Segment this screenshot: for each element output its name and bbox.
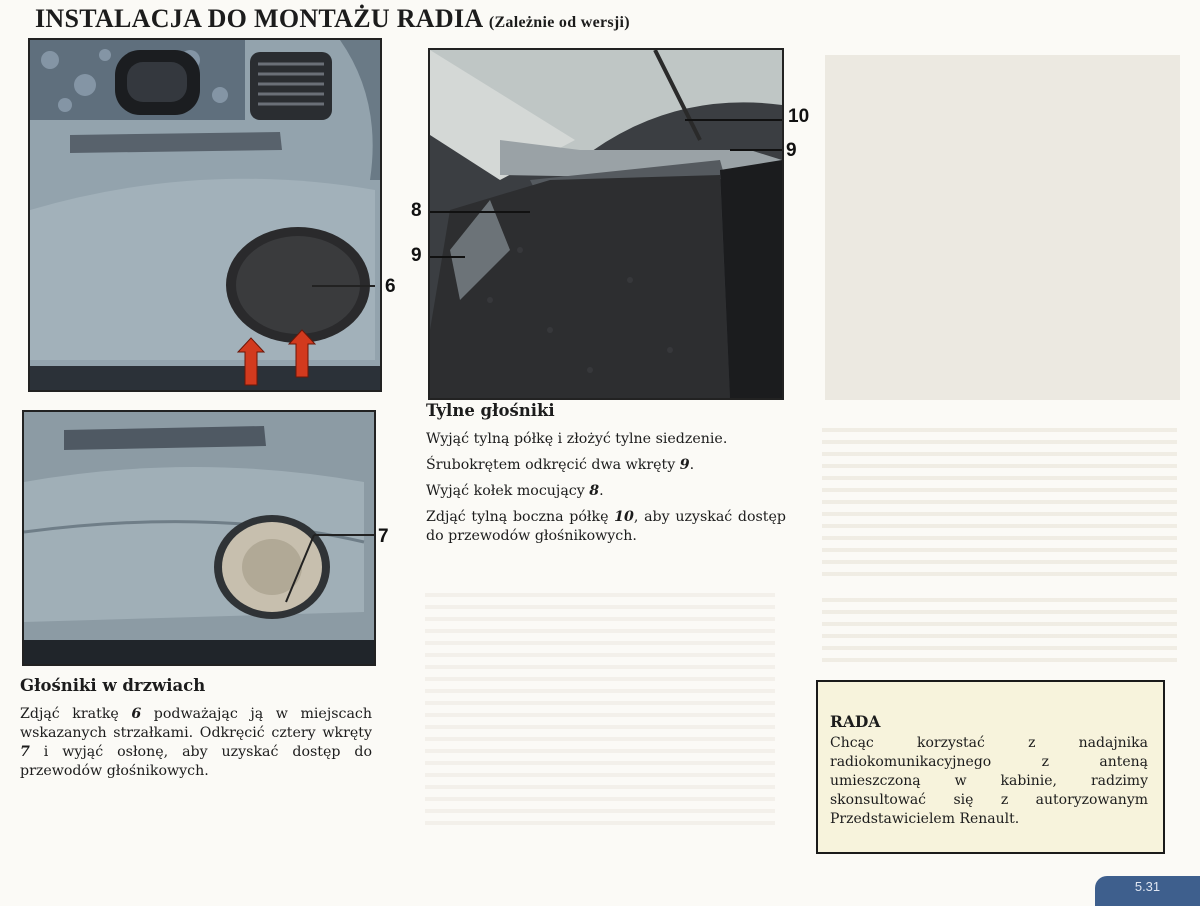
- door-ref-7: 7: [20, 744, 30, 760]
- door-speakers-section: [20, 676, 372, 781]
- rear-speakers-heading: Tylne głośniki: [426, 401, 555, 420]
- door-text-3: i wyjąć osłonę, aby uzyskać dostęp do przewodów głośnikowych.: [20, 744, 372, 779]
- door-text-1: Zdjąć kratkę: [20, 706, 132, 722]
- radio-note-content: [830, 712, 1148, 829]
- door-panel-illustration: [30, 40, 380, 390]
- rear-step-1: [426, 430, 786, 449]
- door-speakers-heading: Głośniki w drzwiach: [20, 676, 206, 695]
- page-title-sub: (Zależnie od wersji): [488, 14, 630, 31]
- bleed-through-photo: [825, 55, 1180, 400]
- radio-note-heading: RADA: [830, 712, 881, 731]
- door-speakers-text: [20, 705, 372, 781]
- door-open-illustration: [24, 412, 374, 664]
- rear-step-3: [426, 482, 786, 501]
- rear-step-4-text: Zdjąć tylną boczna półkę: [426, 509, 615, 525]
- bleed-through-text-1: [822, 420, 1177, 580]
- rear-step-3-end: .: [599, 483, 604, 499]
- door-panel-photo: [28, 38, 382, 392]
- bleed-through-text-2: [822, 590, 1177, 670]
- bleed-through-text-3: [425, 585, 775, 825]
- page-title: [35, 4, 630, 34]
- rear-step-2-ref: 9: [679, 457, 690, 473]
- page-number-tab: 5.31: [1095, 876, 1200, 906]
- callout-8: 8: [411, 200, 422, 221]
- rear-shelf-illustration: [430, 50, 782, 398]
- rear-step-2: [426, 456, 786, 475]
- callout-9-left: 9: [411, 245, 422, 266]
- rear-step-3-ref: 8: [589, 483, 600, 499]
- page-title-main: INSTALACJA DO MONTAŻU RADIA: [35, 4, 483, 33]
- callout-7: 7: [378, 526, 389, 547]
- rear-step-3-text: Wyjąć kołek mocujący: [426, 483, 590, 499]
- callout-10: 10: [788, 106, 810, 127]
- rear-step-4-ref: 10: [614, 509, 634, 525]
- rear-shelf-photo: [428, 48, 784, 400]
- rear-step-2-text: Śrubokrętem odkręcić dwa wkręty: [426, 457, 680, 473]
- door-open-photo: [22, 410, 376, 666]
- door-ref-6: 6: [131, 706, 142, 722]
- callout-6: 6: [385, 276, 396, 297]
- radio-note-text: Chcąc korzystać z nadajnika radiokomunikacyjnego z anteną umieszczoną w kabinie, radzimy skonsultować się z autoryzowanym Przedstawicielem Renault.: [830, 735, 1148, 827]
- door-text-2: podważając ją w miejscach wskazanych strzałkami. Odkręcić cztery wkręty: [20, 706, 372, 741]
- rear-speakers-section: [426, 401, 786, 546]
- rear-step-4: [426, 508, 786, 546]
- rear-step-4-end: , aby uzyskać dostęp do przewodów głośnikowych.: [426, 509, 786, 544]
- radio-note-box: [816, 680, 1165, 854]
- rear-step-2-end: .: [689, 457, 695, 473]
- rear-step-1-text: Wyjąć tylną półkę i złożyć tylne siedzenie.: [426, 431, 728, 447]
- callout-9-top: 9: [786, 140, 797, 161]
